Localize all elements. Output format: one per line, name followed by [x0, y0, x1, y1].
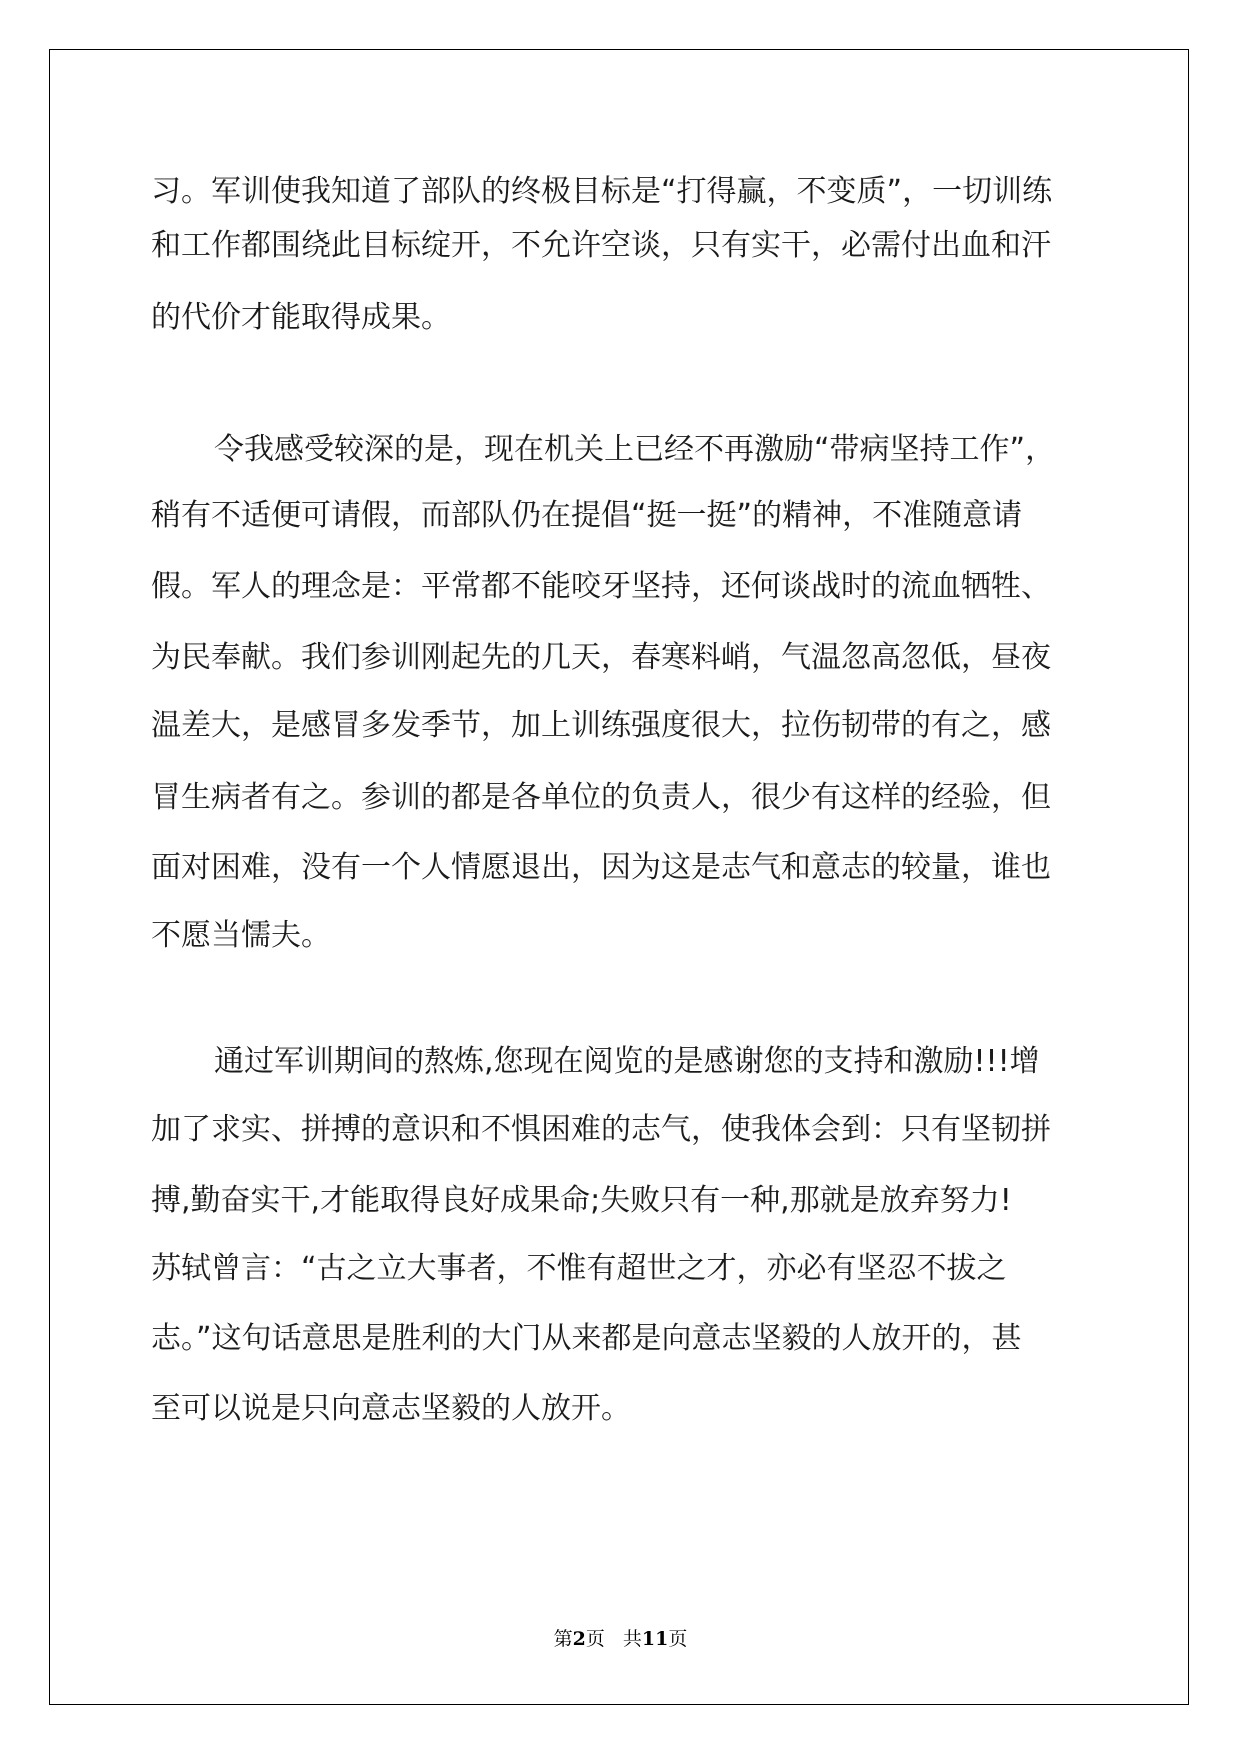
footer-prefix: 第 — [553, 1628, 573, 1650]
text-line: 不愿当懦夫。 — [151, 918, 331, 953]
text-line: 苏轼曾言：“古之立大事者，不惟有超世之才，亦必有坚忍不拔之 — [151, 1251, 1007, 1286]
text-line: 至可以说是只向意志坚毅的人放开。 — [151, 1391, 631, 1426]
text-line: 温差大，是感冒多发季节，加上训练强度很大，拉伤韧带的有之，感 — [151, 708, 1051, 743]
text-line: 和工作都围绕此目标绽开，不允许空谈，只有实干，必需付出血和汗 — [151, 228, 1051, 263]
text-line: 加了求实、拼搏的意识和不惧困难的志气，使我体会到：只有坚韧拼 — [151, 1112, 1051, 1147]
text-line: 的代价才能取得成果。 — [151, 300, 451, 335]
page-footer — [0, 1624, 1241, 1651]
text-line: 为民奉献。我们参训刚起先的几天，春寒料峭，气温忽高忽低，昼夜 — [151, 640, 1051, 675]
text-line: 习。军训使我知道了部队的终极目标是“打得赢，不变质”，一切训练 — [151, 174, 1053, 209]
text-line: 冒生病者有之。参训的都是各单位的负责人，很少有这样的经验，但 — [151, 780, 1051, 815]
footer-total-prefix: 共 — [622, 1628, 642, 1650]
text-line: 令我感受较深的是，现在机关上已经不再激励“带病坚持工作”， — [214, 432, 1056, 467]
text-line: 通过军训期间的熬炼,您现在阅览的是感谢您的支持和激励!!!增 — [214, 1044, 1040, 1079]
text-line: 搏,勤奋实干,才能取得良好成果命;失败只有一种,那就是放弃努力! — [151, 1183, 1012, 1218]
text-line: 假。军人的理念是：平常都不能咬牙坚持，还何谈战时的流血牺牲、 — [151, 569, 1051, 604]
footer-total-pages: 11 — [641, 1628, 669, 1650]
footer-page-number: 2 — [572, 1628, 586, 1650]
footer-total-suffix: 页 — [668, 1628, 688, 1650]
text-line: 稍有不适便可请假，而部队仍在提倡“挺一挺”的精神，不准随意请 — [151, 498, 1023, 533]
text-line: 志。”这句话意思是胜利的大门从来都是向意志坚毅的人放开的，甚 — [151, 1321, 1022, 1356]
footer-page-suffix: 页 — [585, 1628, 605, 1650]
text-line: 面对困难，没有一个人情愿退出，因为这是志气和意志的较量，谁也 — [151, 850, 1051, 885]
